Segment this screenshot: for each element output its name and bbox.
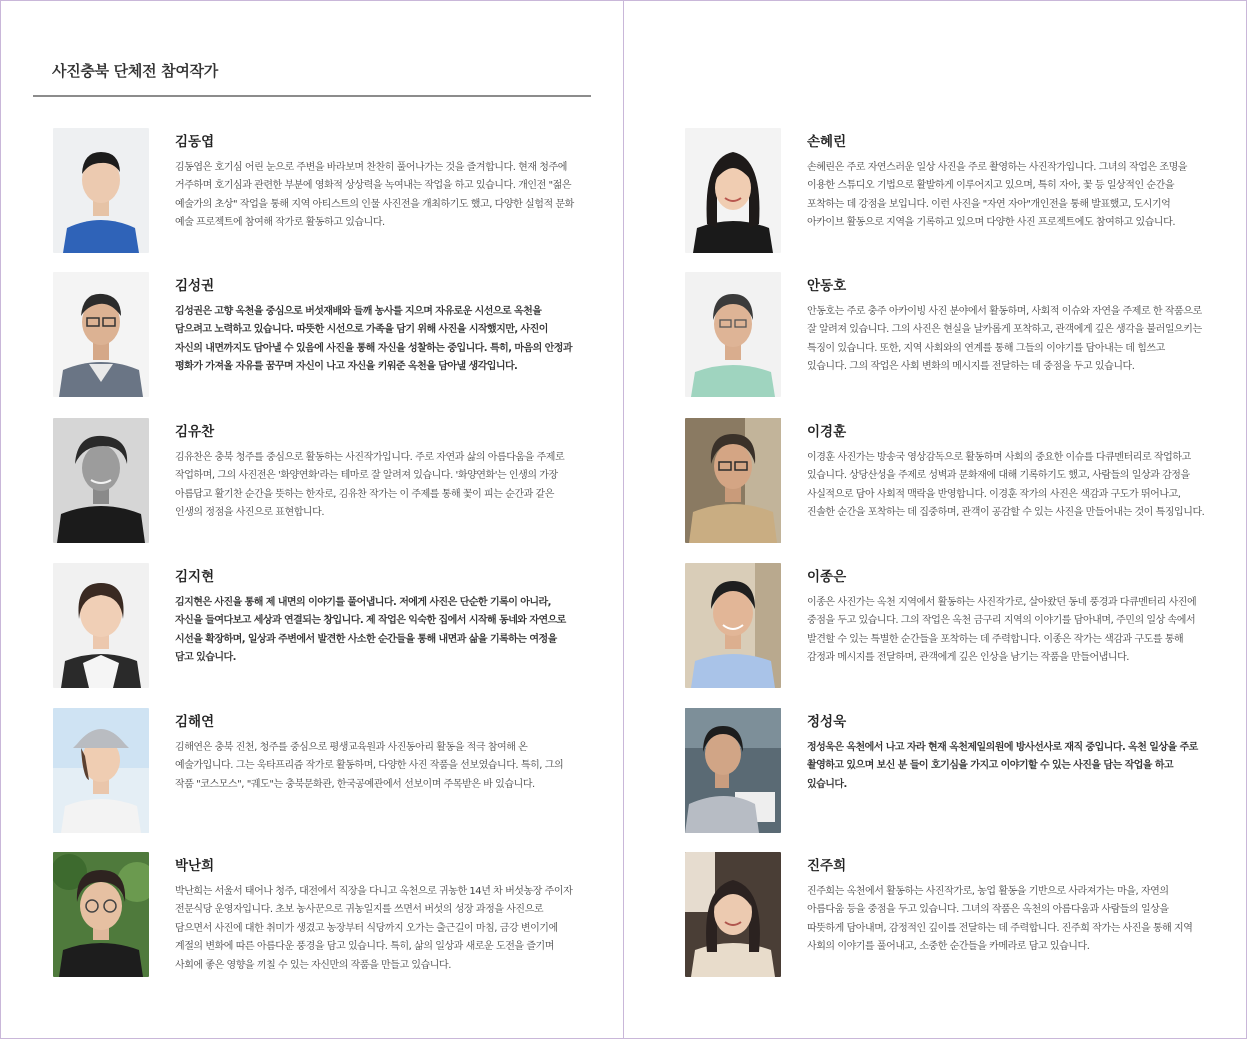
- artist-photo: [53, 563, 149, 688]
- artist-card: [685, 128, 1215, 258]
- artist-photo: [53, 418, 149, 543]
- artist-photo: [685, 128, 781, 253]
- artist-name: 이경훈: [807, 424, 847, 440]
- artist-card: [53, 128, 583, 258]
- artist-name: 정성욱: [807, 714, 847, 730]
- section-title: 사진충북 단체전 참여작가: [52, 62, 218, 80]
- artist-photo: [685, 418, 781, 543]
- artist-photo: [53, 852, 149, 977]
- artist-photo: [53, 272, 149, 397]
- artist-bio: 정성욱은 옥천에서 나고 자라 현재 옥천제일의원에 방사선사로 재직 중입니다. 옥천 일상을 주로 촬영하고 있으며 보신 분 들이 호기심을 가지고 이야기할 수 있는 사진을 담는 작업을 하고 있습니다.: [807, 742, 1198, 790]
- artist-name: 김해연: [175, 714, 215, 730]
- artist-card: [53, 852, 583, 982]
- artist-name: 안동호: [807, 278, 847, 294]
- artist-name: 김유찬: [175, 424, 215, 440]
- artist-card: [53, 418, 583, 548]
- artist-bio: 김해연은 충북 진천, 청주를 중심으로 평생교육원과 사진동아리 활동을 적극 참여해 온 예술가입니다. 그는 욱타프리즘 작가로 활동하며, 다양한 사진 작품을 선보였습니다. 특히, 그의 작품 "코스모스", "궤도"는 충북문화관, 한국공예관에서 선보이며 주목받은 바 있습니다.: [175, 742, 564, 790]
- artist-bio: 박난희는 서울서 태어나 청주, 대전에서 직장을 다니고 옥천으로 귀농한 14년 차 버섯농장 주이자 전문식당 운영자입니다. 초보 농사꾼으로 귀농일지를 쓰면서 버섯의 성장 과정을 사진으로 담으면서 사진에 대한 취미가 생겼고 농장부터 식당까지 오가는 출근길이 마침, 금강 변이기에 계절의 변화에 따른 아름다운 풍경을 담고 있습니다. 특히, 삶의 일상과 새로운 도전을 즐기며 사회에 좋은 영향을 끼칠 수 있는 자신만의 작품을 만들고 있습니다.: [175, 886, 573, 971]
- page-fold-line: [623, 0, 624, 1039]
- artist-name: 김지현: [175, 569, 215, 585]
- artist-bio: 김동엽은 호기심 어린 눈으로 주변을 바라보며 찬찬히 풀어나가는 것을 즐겨합니다. 현재 청주에 거주하며 호기심과 관련한 부분에 영화적 상상력을 녹여내는 작업을 하고 있습니다. 개인전 "젊은 예술가의 초상" 작업을 통해 지역 아티스트의 인물 사진전을 개최하기도 했고, 다양한 실험적 문화 예술 프로젝트에 참여해 작가로 활동하고 있습니다.: [175, 162, 574, 229]
- artist-photo: [685, 708, 781, 833]
- artist-photo: [685, 563, 781, 688]
- artist-card: [685, 418, 1215, 548]
- artist-bio: 김유찬은 충북 청주를 중심으로 활동하는 사진작가입니다. 주로 자연과 삶의 아름다움을 주제로 작업하며, 그의 사진전은 '화양연화'라는 테마로 잘 알려져 있습니다. '화양연화'는 인생의 가장 아름답고 활기찬 순간을 뜻하는 한자로, 김유찬 작가는 이 주제를 통해 꽃이 피는 순간과 같은 인생의 정점을 사진으로 표현합니다.: [175, 452, 565, 519]
- artist-name: 진주희: [807, 858, 847, 874]
- artist-bio: 이종은 사진가는 옥천 지역에서 활동하는 사진작가로, 살아왔던 동네 풍경과 다큐멘터리 사진에 중점을 두고 있습니다. 그의 작업은 옥천 금구리 지역의 이야기를 담아내며, 주민의 일상 속에서 발견할 수 있는 특별한 순간들을 포착하는 데 주력합니다. 이종은 작가는 색감과 구도를 통해 감정과 메시지를 전달하며, 관객에게 깊은 인상을 남기는 작품을 만들어냅니다.: [807, 597, 1197, 664]
- artist-name: 박난희: [175, 858, 215, 874]
- artist-card: [685, 272, 1215, 402]
- artist-bio: 김성권은 고향 옥천을 중심으로 버섯재배와 들깨 농사를 지으며 자유로운 시선으로 옥천을 담으려고 노력하고 있습니다. 따뜻한 시선으로 가족을 담기 위해 사진을 시작했지만, 사진이 자신의 내면까지도 담아낼 수 있음에 사진을 통해 자신을 성찰하는 중입니다. 특히, 마음의 안정과 평화가 가져올 자유를 꿈꾸며 자신이 나고 자신을 키워준 옥천을 담아낼 생각입니다.: [175, 306, 572, 373]
- artist-bio: 진주희는 옥천에서 활동하는 사진작가로, 농업 활동을 기반으로 사라져가는 마을, 자연의 아름다움 등을 중점을 두고 있습니다. 그녀의 작품은 옥천의 아름다움과 사람들의 일상을 따뜻하게 담아내며, 감정적인 깊이를 전달하는 데 주력합니다. 진주희 작가는 사진을 통해 지역 사회의 이야기를 풀어내고, 소중한 순간들을 카메라로 담고 있습니다.: [807, 886, 1193, 953]
- artist-card: [685, 852, 1215, 982]
- artist-name: 김성권: [175, 278, 215, 294]
- artist-card: [685, 563, 1215, 693]
- artist-photo: [685, 272, 781, 397]
- artist-bio: 안동호는 주로 충주 아카이빙 사진 분야에서 활동하며, 사회적 이슈와 자연을 주제로 한 작품으로 잘 알려져 있습니다. 그의 사진은 현실을 날카롭게 포착하고, 관객에게 깊은 생각을 불러일으키는 특징이 있습니다. 또한, 지역 사회와의 연계를 통해 그들의 이야기를 담아내는 데 힘쓰고 있습니다. 그의 작업은 사회 변화의 메시지를 전달하는 데 중점을 두고 있습니다.: [807, 306, 1202, 373]
- artist-photo: [53, 708, 149, 833]
- artist-bio: 손혜린은 주로 자연스러운 일상 사진을 주로 촬영하는 사진작가입니다. 그녀의 작업은 조명을 이용한 스튜디오 기법으로 활발하게 이루어지고 있으며, 특히 자아, 꽃 등 일상적인 순간을 포착하는 데 강점을 보입니다. 이런 사진을 "자연 자아"개인전을 통해 발표했고, 도시기억 아카이브 활동으로 지역을 기록하고 있으며 다양한 사진 프로젝트에도 참여하고 있습니다.: [807, 162, 1187, 229]
- artist-photo: [53, 128, 149, 253]
- artist-bio: 이경훈 사진가는 방송국 영상감독으로 활동하며 사회의 중요한 이슈를 다큐멘터리로 작업하고 있습니다. 상당산성을 주제로 성벽과 문화재에 대해 기록하기도 했고, 사람들의 일상과 감정을 사실적으로 담아 사회적 맥락을 반영합니다. 이경훈 작가의 사진은 색감과 구도가 뛰어나고, 진솔한 순간을 포착하는 데 집중하며, 관객이 공감할 수 있는 사진을 만들어내는 것이 특징입니다.: [807, 452, 1205, 519]
- artist-card: [685, 708, 1215, 838]
- artist-card: [53, 708, 583, 838]
- artist-card: [53, 563, 583, 693]
- artist-bio: 김지현은 사진을 통해 제 내면의 이야기를 풀어냅니다. 저에게 사진은 단순한 기록이 아니라, 자신을 들여다보고 세상과 연결되는 창입니다. 제 작업은 익숙한 집에서 시작해 동네와 자연으로 시선을 확장하며, 일상과 주변에서 발견한 사소한 순간들을 통해 내면과 삶을 기록하는 여정을 담고 있습니다.: [175, 597, 566, 664]
- title-divider: [33, 95, 591, 97]
- artist-name: 손혜린: [807, 134, 847, 150]
- artist-photo: [685, 852, 781, 977]
- artist-name: 김동엽: [175, 134, 215, 150]
- artist-name: 이종은: [807, 569, 847, 585]
- artist-card: [53, 272, 583, 402]
